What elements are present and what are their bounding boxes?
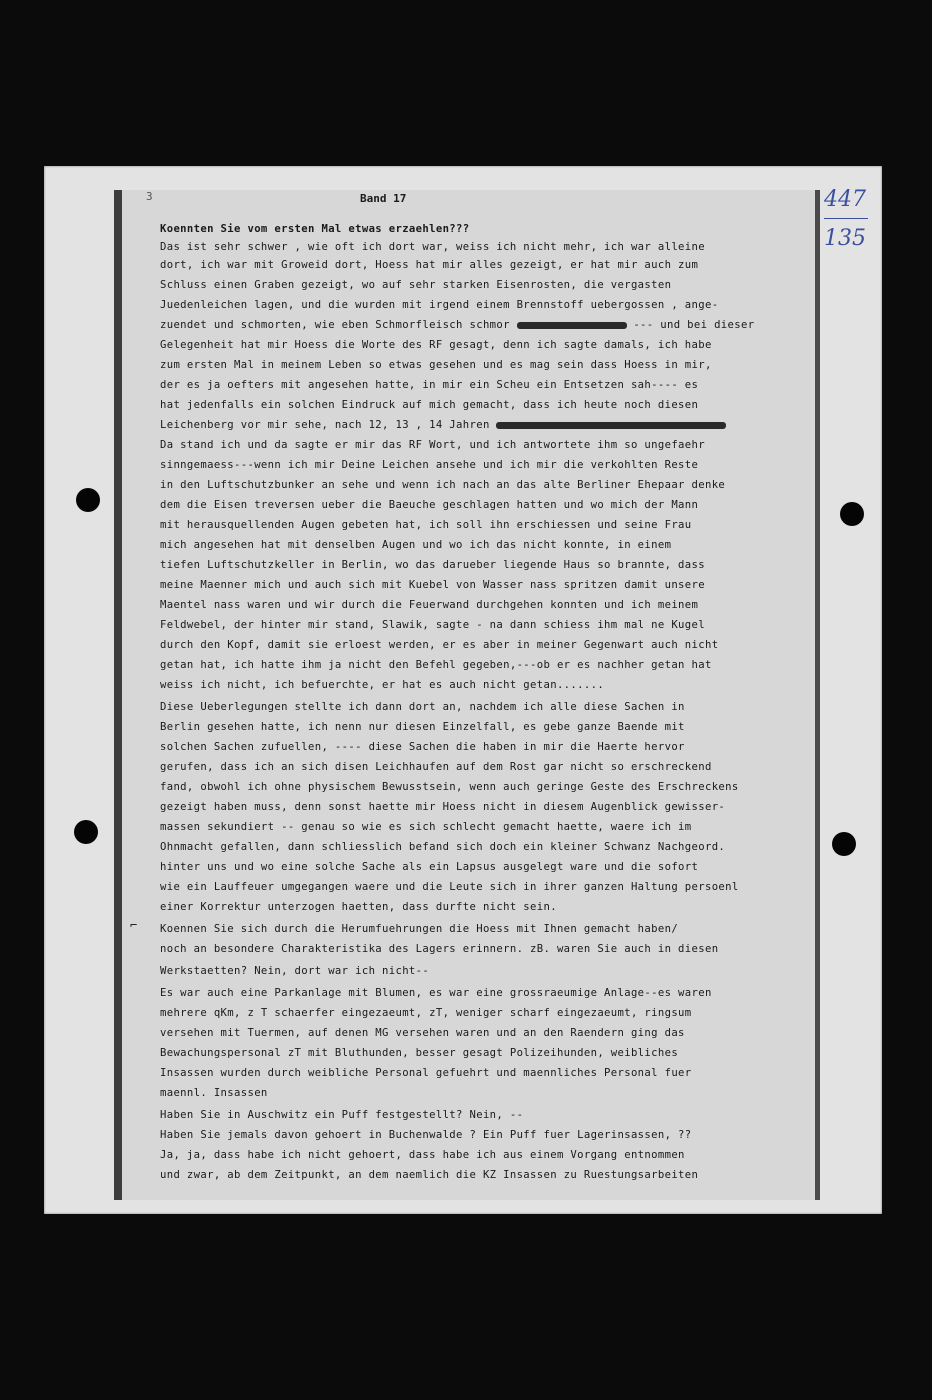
punch-hole-left-top [76, 488, 100, 512]
text-line: der es ja oefters mit angesehen hatte, in mir ein Scheu ein Entsetzen sah---- es [160, 379, 699, 391]
strikeout-mark [496, 422, 726, 429]
text-line: Schluss einen Graben gezeigt, wo auf sehr starken Eisenrosten, die vergasten [160, 279, 672, 291]
text-line: Bewachungspersonal zT mit Bluthunden, besser gesagt Polizeihunden, weibliches [160, 1047, 679, 1059]
punch-hole-right-top [840, 502, 864, 526]
text-line: hinter uns und wo eine solche Sache als ein Lapsus ausgelegt ware und die sofort [160, 861, 699, 873]
text-line: Gelegenheit hat mir Hoess die Worte des RF gesagt, denn ich sagte damals, ich habe [160, 339, 712, 351]
text-line: Haben Sie jemals davon gehoert in Buchenwalde ? Ein Puff fuer Lagerinsassen, ?? [160, 1129, 692, 1141]
margin-note-page: 447 [824, 187, 866, 212]
text-line [160, 418, 726, 432]
text-line: in den Luftschutzbunker an sehe und wenn ich nach an das alte Berliner Ehepaar denke [160, 479, 726, 491]
text-line: mich angesehen hat mit denselben Augen und wo ich das nicht konnte, in einem [160, 539, 672, 551]
text-line: Haben Sie in Auschwitz ein Puff festgestellt? Nein, -- [160, 1109, 524, 1121]
text-line: Koennten Sie vom ersten Mal etwas erzaehlen??? [160, 223, 470, 235]
text-line: durch den Kopf, damit sie erloest werden, er es aber in meiner Gegenwart auch nicht [160, 639, 719, 651]
text-line: Das ist sehr schwer , wie oft ich dort war, weiss ich nicht mehr, ich war alleine [160, 241, 705, 253]
punch-hole-left-bottom [74, 820, 98, 844]
margin-note-folio: 135 [824, 226, 866, 251]
text-line: Juedenleichen lagen, und die wurden mit irgend einem Brennstoff uebergossen , ange- [160, 299, 719, 311]
text-line: maennl. Insassen [160, 1087, 268, 1099]
text-line: meine Maenner mich und auch sich mit Kuebel von Wasser nass spritzen damit unsere [160, 579, 705, 591]
text-line: Feldwebel, der hinter mir stand, Slawik, sagte - na dann schiess ihm mal ne Kugel [160, 619, 705, 631]
text-line: Ja, ja, dass habe ich nicht gehoert, dass habe ich aus einem Vorgang entnommen [160, 1149, 685, 1161]
margin-bracket-mark: ⌐ [130, 918, 138, 932]
text-line: dort, ich war mit Groweid dort, Hoess hat mir alles gezeigt, er hat mir auch zum [160, 259, 699, 271]
text-line [160, 318, 754, 332]
punch-hole-right-bottom [832, 832, 856, 856]
text-line: Ohnmacht gefallen, dann schliesslich befand sich doch ein kleiner Schwanz Nachgeord. [160, 841, 726, 853]
text-line: Es war auch eine Parkanlage mit Blumen, es war eine grossraeumige Anlage--es waren [160, 987, 712, 999]
text-line: wie ein Lauffeuer umgegangen waere und die Leute sich in ihrer ganzen Haltung persoenl [160, 881, 739, 893]
text-line: und zwar, ab dem Zeitpunkt, an dem naemlich die KZ Insassen zu Ruestungsarbeiten [160, 1169, 699, 1181]
text-line: massen sekundiert -- genau so wie es sich schlecht gemacht haette, waere ich im [160, 821, 692, 833]
text-line: Diese Ueberlegungen stellte ich dann dort an, nachdem ich alle diese Sachen in [160, 701, 685, 713]
corner-mark: 3 [146, 190, 153, 203]
text-line: mit herausquellenden Augen gebeten hat, ich soll ihn erschiessen und seine Frau [160, 519, 692, 531]
text-line: gerufen, dass ich an sich disen Leichhaufen auf dem Rost gar nicht so erschreckend [160, 761, 712, 773]
text-segment: Leichenberg vor mir sehe, nach 12, 13 , 14 Jahren [160, 419, 490, 431]
text-line: weiss ich nicht, ich befuerchte, er hat es auch nicht getan....... [160, 679, 605, 691]
text-line: noch an besondere Charakteristika des Lagers erinnern. zB. waren Sie auch in diesen [160, 943, 719, 955]
text-line: mehrere qKm, z T schaerfer eingezaeumt, zT, weniger scharf eingezaeumt, ringsum [160, 1007, 692, 1019]
text-line: gezeigt haben muss, denn sonst haette mir Hoess nicht in diesem Augenblick gewisser- [160, 801, 726, 813]
margin-notes [824, 188, 876, 251]
strikeout-mark [517, 322, 627, 329]
text-line: einer Korrektur unterzogen haetten, dass durfte nicht sein. [160, 901, 557, 913]
text-line: sinngemaess---wenn ich mir Deine Leichen ansehe und ich mir die verkohlten Reste [160, 459, 699, 471]
text-line: versehen mit Tuermen, auf denen MG versehen waren und an den Raendern ging das [160, 1027, 685, 1039]
text-segment: --- und bei dieser [633, 319, 755, 331]
text-line: Werkstaetten? Nein, dort war ich nicht-- [160, 965, 430, 977]
text-line: zum ersten Mal in meinem Leben so etwas gesehen und es mag sein dass Hoess in mir, [160, 359, 712, 371]
text-line: fand, obwohl ich ohne physischem Bewusstsein, wenn auch geringe Geste des Erschreckens [160, 781, 739, 793]
text-line: dem die Eisen treversen ueber die Baeuche geschlagen hatten und wo mich der Mann [160, 499, 699, 511]
text-line: Insassen wurden durch weibliche Personal gefuehrt und maennliches Personal fuer [160, 1067, 692, 1079]
text-segment: zuendet und schmorten, wie eben Schmorfleisch schmor [160, 319, 510, 331]
text-line: getan hat, ich hatte ihm ja nicht den Befehl gegeben,---ob er es nachher getan hat [160, 659, 712, 671]
page-title: Band 17 [360, 192, 407, 205]
text-line: hat jedenfalls ein solchen Eindruck auf mich gemacht, dass ich heute noch diesen [160, 399, 699, 411]
text-line: solchen Sachen zufuellen, ---- diese Sachen die haben in mir die Haerte hervor [160, 741, 685, 753]
text-line: Da stand ich und da sagte er mir das RF Wort, und ich antwortete ihm so ungefaehr [160, 439, 705, 451]
text-line: Maentel nass waren und wir durch die Feuerwand durchgehen konnten und ich meinem [160, 599, 699, 611]
margin-note-rule [824, 218, 868, 219]
text-line: Berlin gesehen hatte, ich nenn nur diesen Einzelfall, es gebe ganze Baende mit [160, 721, 685, 733]
text-line: tiefen Luftschutzkeller in Berlin, wo das darueber liegende Haus so brannte, dass [160, 559, 705, 571]
text-line: Koennen Sie sich durch die Herumfuehrungen die Hoess mit Ihnen gemacht haben/ [160, 923, 679, 935]
